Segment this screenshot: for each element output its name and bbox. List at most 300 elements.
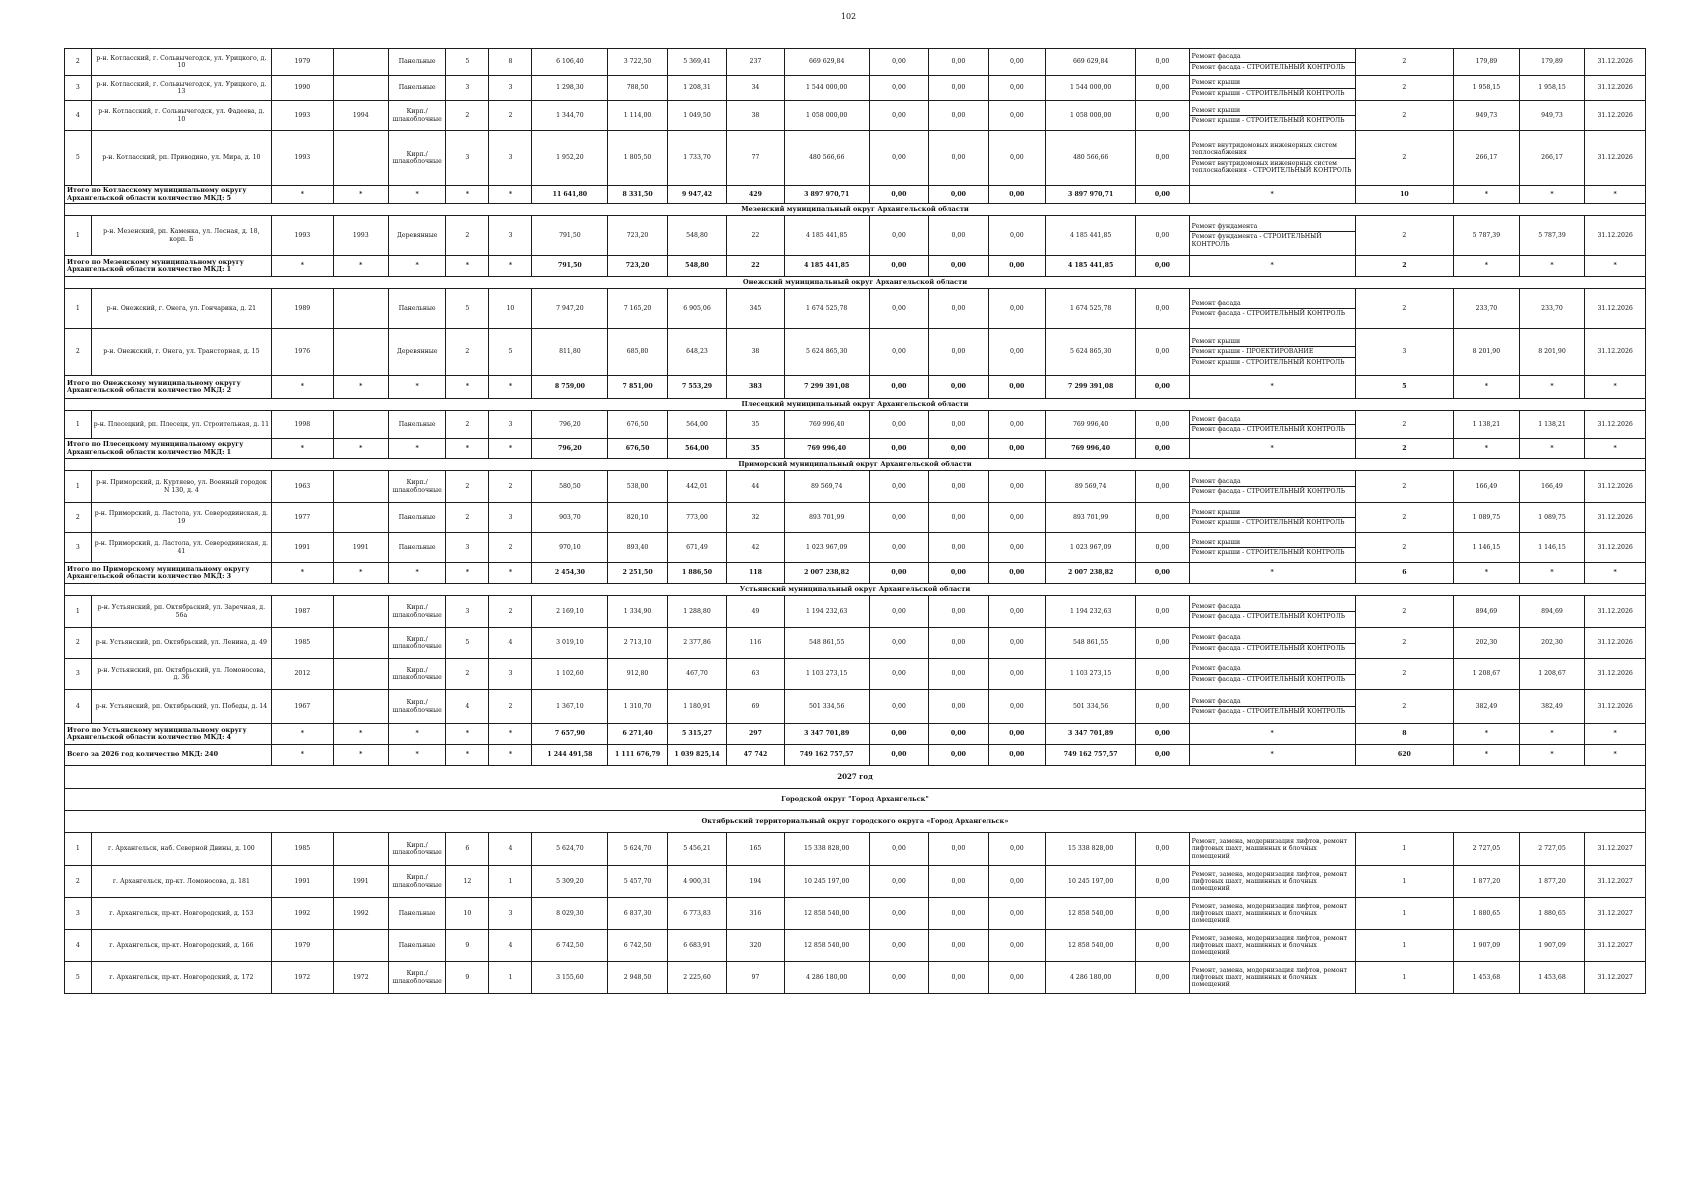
- cell-address: р-н. Устьянский, рп. Октябрьский, ул. Победы, д. 14: [91, 690, 271, 724]
- cell-cost-owners: 2 007 238,82: [1046, 563, 1136, 584]
- cell-f5: 0,00: [1136, 256, 1189, 277]
- empty-marker: *: [272, 256, 334, 277]
- cell-year-built: 2012: [272, 659, 334, 690]
- cell-wall-material: Кирп./шлакоблочные: [388, 596, 445, 628]
- work-item: Ремонт фасада: [1191, 299, 1241, 307]
- cell-number: 1: [65, 289, 92, 329]
- cell-area-living: 2 948,50: [608, 962, 667, 994]
- empty-marker: *: [1585, 439, 1646, 459]
- cell-floors: 10: [446, 898, 489, 930]
- cell-limit-cost: 894,69: [1519, 596, 1585, 628]
- work-item: Ремонт фасада - СТРОИТЕЛЬНЫЙ КОНТРОЛЬ: [1190, 643, 1355, 653]
- work-item: Ремонт крыши: [1191, 106, 1241, 114]
- cell-work-count: 620: [1355, 745, 1453, 766]
- cell-year-built: 1998: [272, 411, 334, 439]
- cell-year-built: 1967: [272, 690, 334, 724]
- cell-year-reconstruction: [333, 596, 388, 628]
- cell-work-count: 2: [1355, 628, 1453, 659]
- cell-area-living: 7 851,00: [608, 376, 667, 399]
- cell-work-count: 8: [1355, 724, 1453, 745]
- cell-cost-owners: 4 286 180,00: [1046, 962, 1136, 994]
- cell-address: р-н. Приморский, д. Ластола, ул. Северодвинская, д. 41: [91, 533, 271, 563]
- cell-f3: 0,00: [988, 503, 1045, 533]
- cell-works: [1189, 101, 1355, 131]
- cell-f2: 0,00: [929, 962, 988, 994]
- cell-area-res: 6 905,06: [667, 289, 726, 329]
- cell-deadline: 31.12.2026: [1585, 49, 1646, 76]
- empty-marker: *: [1519, 439, 1585, 459]
- cell-works: [1189, 596, 1355, 628]
- cell-f5: 0,00: [1136, 76, 1189, 101]
- cell-cost-total: 769 996,40: [784, 439, 869, 459]
- cell-floors: 9: [446, 962, 489, 994]
- empty-marker: *: [388, 186, 445, 204]
- cell-year-reconstruction: [333, 833, 388, 866]
- cell-address: р-н. Устьянский, рп. Октябрьский, ул. Ломоносова, д. 36: [91, 659, 271, 690]
- cell-area-living: 6 742,50: [608, 930, 667, 962]
- cell-residents: 237: [727, 49, 784, 76]
- cell-cost-total: 4 185 441,85: [784, 216, 869, 256]
- cell-cost-total: 3 347 701,89: [784, 724, 869, 745]
- cell-residents: 42: [727, 533, 784, 563]
- cell-floors: 2: [446, 411, 489, 439]
- cell-residents: 38: [727, 101, 784, 131]
- cell-wall-material: Кирп./шлакоблочные: [388, 101, 445, 131]
- cell-f1: 0,00: [869, 439, 928, 459]
- work-item: Ремонт крыши: [1191, 508, 1241, 516]
- empty-marker: *: [272, 186, 334, 204]
- total-label: Итого по Котласскому муниципальному округу Архангельской области количество МКД: 5: [65, 186, 272, 204]
- cell-cost-owners: 548 861,55: [1046, 628, 1136, 659]
- cell-floors: 5: [446, 49, 489, 76]
- cell-floors: 2: [446, 329, 489, 376]
- empty-marker: *: [446, 376, 489, 399]
- cell-year-built: 1993: [272, 131, 334, 186]
- cell-f3: 0,00: [988, 833, 1045, 866]
- cell-entrances: 1: [489, 866, 532, 898]
- cell-wall-material: Панельные: [388, 49, 445, 76]
- cell-unit-cost: 1 880,65: [1454, 898, 1520, 930]
- cell-wall-material: Панельные: [388, 289, 445, 329]
- page-number: 102: [840, 12, 857, 21]
- cell-residents: 35: [727, 439, 784, 459]
- cell-entrances: 4: [489, 628, 532, 659]
- empty-marker: *: [333, 186, 388, 204]
- cell-f5: 0,00: [1136, 471, 1189, 503]
- cell-f3: 0,00: [988, 471, 1045, 503]
- table-row: [65, 898, 1646, 930]
- cell-f1: 0,00: [869, 49, 928, 76]
- cell-limit-cost: 1 877,20: [1519, 866, 1585, 898]
- cell-f3: 0,00: [988, 101, 1045, 131]
- empty-marker: *: [446, 563, 489, 584]
- cell-works: [1189, 216, 1355, 256]
- cell-f2: 0,00: [929, 503, 988, 533]
- cell-f5: 0,00: [1136, 833, 1189, 866]
- cell-residents: 32: [727, 503, 784, 533]
- cell-work-count: 2: [1355, 690, 1453, 724]
- cell-f3: 0,00: [988, 533, 1045, 563]
- cell-f5: 0,00: [1136, 101, 1189, 131]
- section-heading: Мезенский муниципальный округ Архангельской области: [65, 204, 1646, 216]
- cell-wall-material: Панельные: [388, 503, 445, 533]
- cell-area-res: 5 369,41: [667, 49, 726, 76]
- cell-area-total: 1 298,30: [532, 76, 608, 101]
- cell-f2: 0,00: [929, 329, 988, 376]
- cell-year-reconstruction: [333, 131, 388, 186]
- cell-limit-cost: 266,17: [1519, 131, 1585, 186]
- cell-floors: 2: [446, 503, 489, 533]
- cell-f1: 0,00: [869, 866, 928, 898]
- cell-work-count: 6: [1355, 563, 1453, 584]
- cell-cost-owners: 12 858 540,00: [1046, 898, 1136, 930]
- cell-year-built: 1963: [272, 471, 334, 503]
- cell-works: [1189, 690, 1355, 724]
- empty-marker: *: [1519, 256, 1585, 277]
- cell-works: [1189, 76, 1355, 101]
- cell-works: [1189, 659, 1355, 690]
- cell-f2: 0,00: [929, 533, 988, 563]
- work-item: Ремонт фасада - СТРОИТЕЛЬНЫЙ КОНТРОЛЬ: [1190, 62, 1355, 72]
- empty-marker: *: [272, 563, 334, 584]
- cell-entrances: 5: [489, 329, 532, 376]
- cell-wall-material: Кирп./шлакоблочные: [388, 471, 445, 503]
- cell-limit-cost: 2 727,05: [1519, 833, 1585, 866]
- cell-area-living: 1 114,00: [608, 101, 667, 131]
- cell-residents: 77: [727, 131, 784, 186]
- table-row: [65, 596, 1646, 628]
- table-row: [65, 101, 1646, 131]
- cell-cost-total: 548 861,55: [784, 628, 869, 659]
- cell-area-total: 11 641,80: [532, 186, 608, 204]
- cell-cost-owners: 1 023 967,09: [1046, 533, 1136, 563]
- cell-year-reconstruction: [333, 289, 388, 329]
- cell-cost-owners: 5 624 865,30: [1046, 329, 1136, 376]
- cell-number: 3: [65, 76, 92, 101]
- cell-f1: 0,00: [869, 930, 928, 962]
- empty-marker: *: [1585, 256, 1646, 277]
- cell-f3: 0,00: [988, 131, 1045, 186]
- cell-cost-total: 501 334,56: [784, 690, 869, 724]
- empty-marker: *: [1454, 439, 1520, 459]
- cell-residents: 165: [727, 833, 784, 866]
- cell-entrances: 3: [489, 659, 532, 690]
- work-item: Ремонт фасада - СТРОИТЕЛЬНЫЙ КОНТРОЛЬ: [1190, 308, 1355, 318]
- cell-area-living: 5 457,70: [608, 866, 667, 898]
- cell-cost-total: 669 629,84: [784, 49, 869, 76]
- work-item: Ремонт, замена, модернизация лифтов, ремонт лифтовых шахт, машинных и блочных помещений: [1191, 870, 1348, 893]
- empty-marker: *: [489, 563, 532, 584]
- cell-entrances: 3: [489, 411, 532, 439]
- cell-f1: 0,00: [869, 962, 928, 994]
- cell-work-count: 2: [1355, 596, 1453, 628]
- cell-area-total: 796,20: [532, 439, 608, 459]
- cell-f3: 0,00: [988, 563, 1045, 584]
- cell-number: 1: [65, 833, 92, 866]
- total-label: Всего за 2026 год количество МКД: 240: [65, 745, 272, 766]
- cell-f3: 0,00: [988, 376, 1045, 399]
- cell-area-living: 820,10: [608, 503, 667, 533]
- empty-marker: *: [388, 745, 445, 766]
- cell-deadline: 31.12.2027: [1585, 930, 1646, 962]
- cell-floors: 3: [446, 596, 489, 628]
- cell-deadline: 31.12.2026: [1585, 329, 1646, 376]
- cell-address: р-н. Приморский, д. Куртяево, ул. Военный городок N 130, д. 4: [91, 471, 271, 503]
- cell-f1: 0,00: [869, 724, 928, 745]
- cell-area-total: 1 344,70: [532, 101, 608, 131]
- empty-marker: *: [1454, 745, 1520, 766]
- cell-residents: 116: [727, 628, 784, 659]
- total-row: [65, 186, 1646, 204]
- cell-entrances: 3: [489, 131, 532, 186]
- cell-unit-cost: 166,49: [1454, 471, 1520, 503]
- cell-deadline: 31.12.2026: [1585, 659, 1646, 690]
- cell-area-total: 7 947,20: [532, 289, 608, 329]
- total-row: [65, 563, 1646, 584]
- empty-marker: *: [272, 724, 334, 745]
- section-heading-row: [65, 459, 1646, 471]
- cell-area-living: 1 310,70: [608, 690, 667, 724]
- cell-year-reconstruction: [333, 49, 388, 76]
- cell-works: [1189, 898, 1355, 930]
- cell-wall-material: Кирп./шлакоблочные: [388, 690, 445, 724]
- table-row: [65, 76, 1646, 101]
- cell-work-count: 2: [1355, 131, 1453, 186]
- total-label: Итого по Приморскому муниципальному округу Архангельской области количество МКД: 3: [65, 563, 272, 584]
- cell-area-res: 648,23: [667, 329, 726, 376]
- cell-f5: 0,00: [1136, 186, 1189, 204]
- empty-marker: *: [489, 745, 532, 766]
- cell-works: [1189, 930, 1355, 962]
- cell-wall-material: Кирп./шлакоблочные: [388, 659, 445, 690]
- cell-cost-owners: 1 103 273,15: [1046, 659, 1136, 690]
- empty-marker: *: [388, 439, 445, 459]
- cell-area-total: 5 624,70: [532, 833, 608, 866]
- repair-register-table: [64, 48, 1646, 994]
- cell-area-total: 3 019,10: [532, 628, 608, 659]
- cell-limit-cost: 179,89: [1519, 49, 1585, 76]
- empty-marker: *: [1189, 376, 1355, 399]
- cell-work-count: 1: [1355, 833, 1453, 866]
- cell-cost-total: 893 701,99: [784, 503, 869, 533]
- empty-marker: *: [1189, 439, 1355, 459]
- cell-f1: 0,00: [869, 289, 928, 329]
- cell-work-count: 10: [1355, 186, 1453, 204]
- cell-residents: 38: [727, 329, 784, 376]
- cell-area-total: 6 742,50: [532, 930, 608, 962]
- cell-cost-total: 749 162 757,57: [784, 745, 869, 766]
- cell-area-res: 564,00: [667, 439, 726, 459]
- cell-works: [1189, 131, 1355, 186]
- cell-work-count: 2: [1355, 101, 1453, 131]
- cell-area-total: 5 309,20: [532, 866, 608, 898]
- cell-year-reconstruction: [333, 411, 388, 439]
- cell-area-res: 1 733,70: [667, 131, 726, 186]
- cell-unit-cost: 1 089,75: [1454, 503, 1520, 533]
- cell-cost-total: 769 996,40: [784, 411, 869, 439]
- cell-area-total: 903,70: [532, 503, 608, 533]
- table-row: [65, 471, 1646, 503]
- cell-area-total: 796,20: [532, 411, 608, 439]
- table-row: [65, 289, 1646, 329]
- work-item: Ремонт фундамента: [1191, 223, 1258, 231]
- table-row: [65, 628, 1646, 659]
- cell-wall-material: Деревянные: [388, 216, 445, 256]
- cell-limit-cost: 8 201,90: [1519, 329, 1585, 376]
- cell-floors: 5: [446, 628, 489, 659]
- cell-floors: 2: [446, 659, 489, 690]
- cell-year-built: 1979: [272, 930, 334, 962]
- cell-f5: 0,00: [1136, 503, 1189, 533]
- cell-limit-cost: 1 138,21: [1519, 411, 1585, 439]
- cell-f1: 0,00: [869, 216, 928, 256]
- cell-area-living: 5 624,70: [608, 833, 667, 866]
- cell-f5: 0,00: [1136, 49, 1189, 76]
- cell-area-res: 1 288,80: [667, 596, 726, 628]
- cell-f1: 0,00: [869, 256, 928, 277]
- cell-f2: 0,00: [929, 376, 988, 399]
- cell-area-living: 788,50: [608, 76, 667, 101]
- cell-year-reconstruction: [333, 930, 388, 962]
- cell-f1: 0,00: [869, 596, 928, 628]
- cell-f3: 0,00: [988, 186, 1045, 204]
- total-row: [65, 256, 1646, 277]
- cell-f2: 0,00: [929, 724, 988, 745]
- empty-marker: *: [1585, 376, 1646, 399]
- cell-works: [1189, 471, 1355, 503]
- cell-cost-owners: 7 299 391,08: [1046, 376, 1136, 399]
- cell-residents: 63: [727, 659, 784, 690]
- cell-year-built: 1972: [272, 962, 334, 994]
- cell-year-reconstruction: 1972: [333, 962, 388, 994]
- cell-area-living: 2 713,10: [608, 628, 667, 659]
- cell-f1: 0,00: [869, 659, 928, 690]
- total-label: Итого по Плесецкому муниципальному округу Архангельской области количество МКД: 1: [65, 439, 272, 459]
- cell-f2: 0,00: [929, 690, 988, 724]
- work-item: Ремонт фасада: [1191, 53, 1241, 61]
- cell-area-res: 548,80: [667, 256, 726, 277]
- empty-marker: *: [272, 376, 334, 399]
- cell-number: 2: [65, 866, 92, 898]
- cell-cost-owners: 893 701,99: [1046, 503, 1136, 533]
- empty-marker: *: [446, 724, 489, 745]
- cell-year-reconstruction: [333, 628, 388, 659]
- cell-wall-material: Кирп./шлакоблочные: [388, 131, 445, 186]
- cell-f5: 0,00: [1136, 659, 1189, 690]
- cell-f1: 0,00: [869, 471, 928, 503]
- cell-entrances: 1: [489, 962, 532, 994]
- cell-f5: 0,00: [1136, 690, 1189, 724]
- cell-deadline: 31.12.2026: [1585, 411, 1646, 439]
- cell-address: г. Архангельск, пр-кт. Новгородский, д. 172: [91, 962, 271, 994]
- cell-area-total: 580,50: [532, 471, 608, 503]
- cell-f3: 0,00: [988, 659, 1045, 690]
- cell-f3: 0,00: [988, 596, 1045, 628]
- cell-deadline: 31.12.2026: [1585, 289, 1646, 329]
- cell-year-built: 1990: [272, 76, 334, 101]
- cell-limit-cost: 1 880,65: [1519, 898, 1585, 930]
- section-heading-row: [65, 399, 1646, 411]
- cell-address: р-н. Котласский, г. Сольвычегодск, ул. Урицкого, д. 13: [91, 76, 271, 101]
- empty-marker: *: [1454, 724, 1520, 745]
- cell-work-count: 2: [1355, 76, 1453, 101]
- cell-area-res: 671,49: [667, 533, 726, 563]
- cell-unit-cost: 1 208,67: [1454, 659, 1520, 690]
- table-row: [65, 49, 1646, 76]
- cell-cost-owners: 1 194 232,63: [1046, 596, 1136, 628]
- section-heading-row: [65, 789, 1646, 811]
- cell-deadline: 31.12.2027: [1585, 833, 1646, 866]
- empty-marker: *: [1189, 745, 1355, 766]
- cell-cost-owners: 3 897 970,71: [1046, 186, 1136, 204]
- cell-f5: 0,00: [1136, 898, 1189, 930]
- work-item: Ремонт, замена, модернизация лифтов, ремонт лифтовых шахт, машинных и блочных помещений: [1191, 966, 1348, 989]
- cell-number: 1: [65, 216, 92, 256]
- cell-deadline: 31.12.2026: [1585, 101, 1646, 131]
- table-row: [65, 659, 1646, 690]
- cell-cost-total: 4 185 441,85: [784, 256, 869, 277]
- table-row: [65, 866, 1646, 898]
- empty-marker: *: [272, 745, 334, 766]
- cell-f3: 0,00: [988, 866, 1045, 898]
- cell-deadline: 31.12.2027: [1585, 962, 1646, 994]
- cell-cost-total: 15 338 828,00: [784, 833, 869, 866]
- cell-works: [1189, 503, 1355, 533]
- work-item: Ремонт фасада: [1191, 665, 1241, 673]
- cell-works: [1189, 289, 1355, 329]
- cell-year-reconstruction: 1991: [333, 533, 388, 563]
- empty-marker: *: [489, 724, 532, 745]
- work-item: Ремонт, замена, модернизация лифтов, ремонт лифтовых шахт, машинных и блочных помещений: [1191, 902, 1348, 925]
- cell-area-res: 548,80: [667, 216, 726, 256]
- work-item: Ремонт фасада: [1191, 602, 1241, 610]
- cell-limit-cost: 233,70: [1519, 289, 1585, 329]
- cell-area-living: 3 722,50: [608, 49, 667, 76]
- cell-address: р-н. Онежский, г. Онега, ул. Трансторная, д. 15: [91, 329, 271, 376]
- work-item: Ремонт фасада - СТРОИТЕЛЬНЫЙ КОНТРОЛЬ: [1190, 611, 1355, 621]
- cell-f5: 0,00: [1136, 216, 1189, 256]
- cell-area-living: 723,20: [608, 256, 667, 277]
- cell-f5: 0,00: [1136, 962, 1189, 994]
- section-heading: Октябрьский территориальный округ городского округа «Город Архангельск»: [65, 811, 1646, 833]
- cell-work-count: 1: [1355, 898, 1453, 930]
- cell-f2: 0,00: [929, 659, 988, 690]
- cell-area-total: 811,80: [532, 329, 608, 376]
- register-body: [65, 49, 1646, 994]
- year-heading: 2027 год: [65, 766, 1646, 789]
- cell-work-count: 1: [1355, 866, 1453, 898]
- cell-work-count: 3: [1355, 329, 1453, 376]
- cell-residents: 49: [727, 596, 784, 628]
- cell-cost-total: 89 569,74: [784, 471, 869, 503]
- work-item: Ремонт, замена, модернизация лифтов, ремонт лифтовых шахт, машинных и блочных помещений: [1191, 838, 1348, 860]
- cell-entrances: 2: [489, 471, 532, 503]
- cell-entrances: 3: [489, 76, 532, 101]
- cell-area-total: 1 244 491,58: [532, 745, 608, 766]
- cell-unit-cost: 202,30: [1454, 628, 1520, 659]
- cell-area-total: 2 454,30: [532, 563, 608, 584]
- cell-area-living: 893,40: [608, 533, 667, 563]
- cell-f1: 0,00: [869, 101, 928, 131]
- empty-marker: *: [1454, 186, 1520, 204]
- cell-f3: 0,00: [988, 216, 1045, 256]
- empty-marker: *: [388, 376, 445, 399]
- cell-limit-cost: 5 787,39: [1519, 216, 1585, 256]
- cell-address: р-н. Плесецкий, рп. Плесецк, ул. Строительная, д. 11: [91, 411, 271, 439]
- cell-residents: 345: [727, 289, 784, 329]
- cell-f1: 0,00: [869, 329, 928, 376]
- cell-deadline: 31.12.2027: [1585, 898, 1646, 930]
